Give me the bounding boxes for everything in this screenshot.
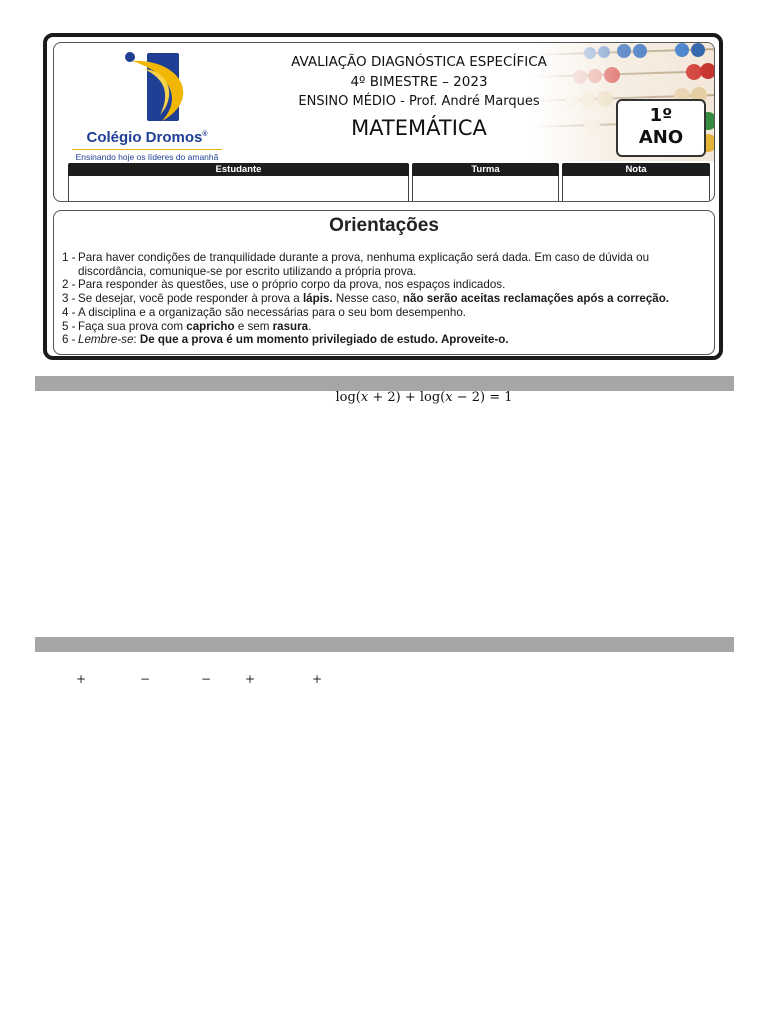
question-2-symbol: + (76, 672, 87, 686)
question-2-symbol: + (312, 672, 323, 686)
grade-field (562, 163, 710, 202)
orientations-list (62, 251, 712, 347)
grade-level-number: 1º (649, 105, 673, 126)
question-2-symbol: − (201, 672, 212, 686)
question-1-equation: log(x + 2) + log(x − 2) = 1 (335, 390, 513, 405)
dromos-logo-icon (122, 49, 192, 129)
orientation-item: 2 - Para responder às questões, use o próprio corpo da prova, nos espaços indicados. (62, 278, 506, 292)
exam-subject: MATEMÁTICA (351, 116, 487, 140)
exam-title: AVALIAÇÃO DIAGNÓSTICA ESPECÍFICA (291, 54, 547, 70)
exam-teacher: ENSINO MÉDIO - Prof. André Marques (298, 94, 540, 109)
school-name: Colégio Dromos® (86, 129, 208, 146)
orientation-item: 6 - Lembre-se: De que a prova é um momento privilegiado de estudo. Aproveite-o. (62, 333, 509, 347)
orientation-item: 4 - A disciplina e a organização são necessárias para o seu bom desempenho. (62, 305, 466, 319)
question-2-symbol: + (245, 672, 256, 686)
school-slogan: Ensinando hoje os líderes do amanhã (72, 149, 222, 162)
student-field-label: Estudante (68, 163, 409, 176)
orientation-item: 1 - Para haver condições de tranquilidade durante a prova, nenhuma explicação será dada. Em caso de dúvida ou discordância, comunique-se por escrito utilizando a própria prova. (62, 251, 650, 278)
question-2-symbol: − (140, 672, 151, 686)
question-2-bar (35, 637, 734, 652)
orientation-item: 3 - Se desejar, você pode responder à prova a lápis. Nesse caso, não serão aceitas reclamações após a correção. (62, 292, 670, 306)
grade-field-label: Nota (562, 163, 710, 176)
orientations-box (53, 210, 715, 355)
grade-field-input[interactable] (562, 176, 710, 202)
grade-level-label: ANO (638, 127, 684, 148)
question-1-bar (35, 376, 734, 391)
class-field-input[interactable] (412, 176, 559, 202)
school-logo (72, 49, 222, 161)
orientation-item: 5 - Faça sua prova com capricho e sem rasura. (62, 319, 312, 333)
class-field (412, 163, 559, 202)
student-field-input[interactable] (68, 176, 409, 202)
grade-level-badge (616, 99, 706, 157)
class-field-label: Turma (412, 163, 559, 176)
orientations-title: Orientações (329, 215, 439, 236)
header-card (43, 33, 723, 360)
exam-header (53, 42, 715, 202)
exam-period: 4º BIMESTRE – 2023 (350, 74, 488, 90)
student-field (68, 163, 409, 202)
exam-title-block (254, 53, 584, 143)
